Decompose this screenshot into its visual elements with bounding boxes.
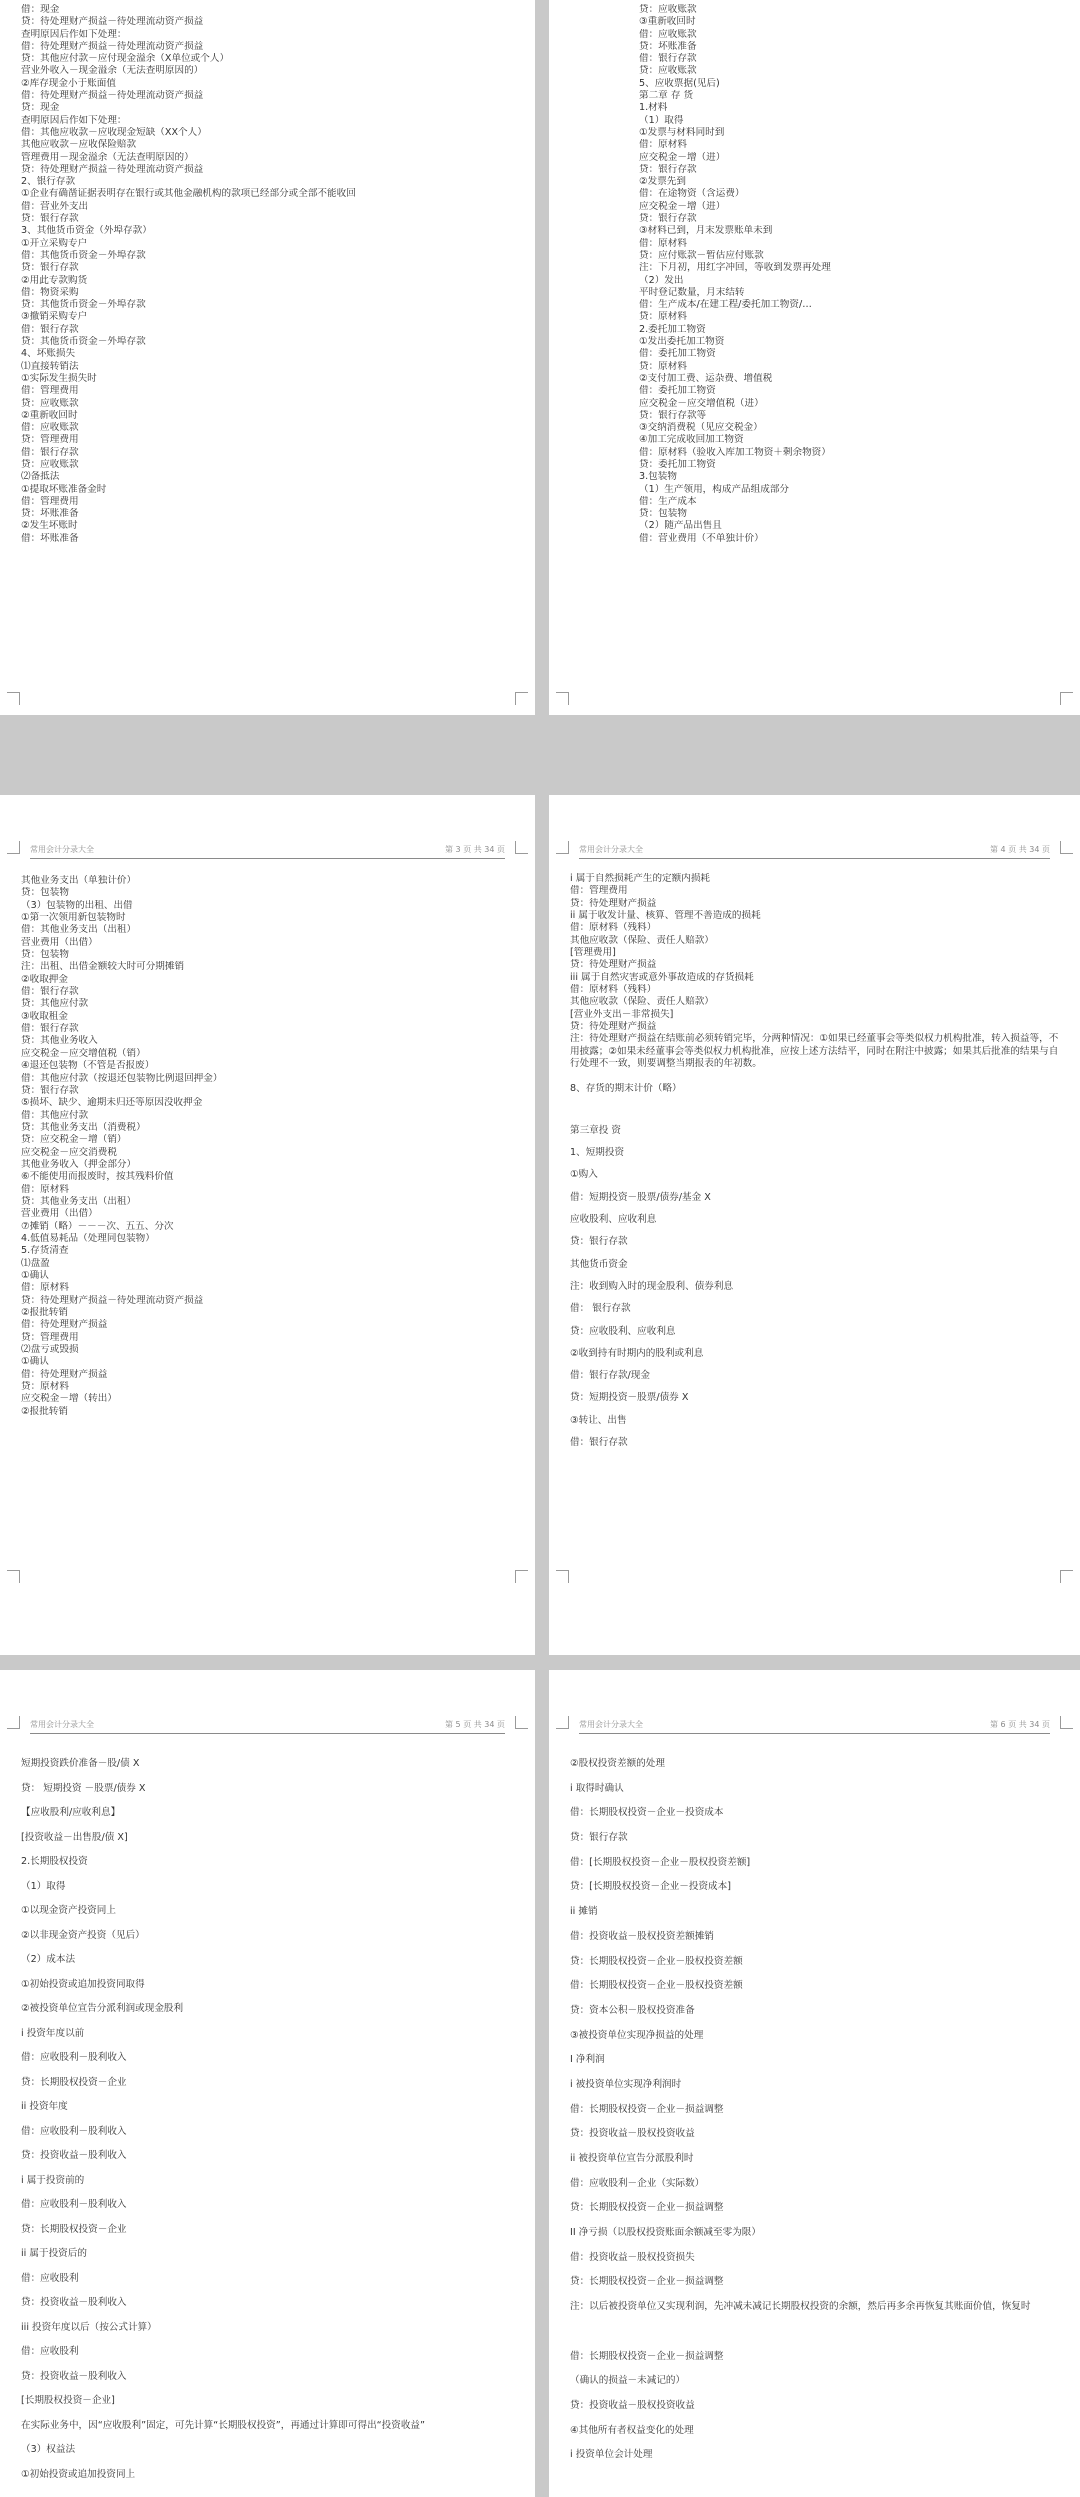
text-line: （1）生产领用，构成产品组成部分: [639, 483, 790, 495]
text-line: ③被投资单位实现净损益的处理: [570, 2029, 704, 2041]
text-line: ①第一次领用新包装物时: [21, 912, 126, 924]
text-line: 贷：待处理财产损益: [570, 897, 657, 909]
document-page-5: [0, 1670, 535, 2497]
text-line: 借： 银行存款: [570, 1303, 631, 1315]
crop-mark: [556, 841, 569, 854]
header-title: 常用会计分录大全: [579, 1720, 643, 1729]
text-line: 应交税金－应交增值税（销）: [21, 1047, 146, 1059]
text-line: ①购入: [570, 1169, 598, 1181]
page-3-body: [21, 875, 515, 1418]
text-line: ①确认: [21, 1356, 49, 1368]
text-line: 营业费用（出借）: [21, 1208, 98, 1220]
text-line: 2、银行存款: [21, 176, 76, 188]
text-line: 2.委托加工物资: [639, 323, 706, 335]
document-page-4: [549, 795, 1080, 1655]
text-line: ①发票与材料同时到: [639, 126, 725, 138]
text-line: 贷：待处理财产损益－待处理流动资产损益: [21, 163, 204, 175]
text-line: 5.存货清查: [21, 1245, 69, 1257]
crop-mark: [556, 1570, 569, 1583]
text-line: 注：出租、出借金额较大时可分期摊销: [21, 961, 185, 973]
text-line: ②股权投资差额的处理: [570, 1758, 665, 1769]
text-line: 贷：长期股权投资－企业－损益调整: [570, 2276, 724, 2288]
page-header: [30, 1719, 505, 1734]
text-line: 贷：长期股权投资－企业－股权投资差额: [570, 1955, 743, 1967]
text-line: ②用此专款购货: [21, 274, 88, 286]
text-line: [管理费用]: [570, 947, 616, 959]
crop-mark: [515, 841, 528, 854]
crop-mark: [1060, 692, 1073, 705]
text-line: 借：[长期股权投资－企业－股权投资差额]: [570, 1856, 751, 1868]
text-line: 贷：投资收益－股权投资收益: [570, 2399, 695, 2411]
text-line: 贷：银行存款: [639, 213, 697, 225]
text-line: 借：投资收益－股权投资差额摊销: [570, 1930, 714, 1942]
text-line: 贷：其他业务支出（消费税）: [21, 1121, 146, 1133]
text-line: 借：生产成本/在建工程/委托加工物资/…: [639, 299, 812, 311]
page-number: 第 4 页 共 34 页: [990, 845, 1050, 854]
text-line: 第三章投 资: [570, 1124, 622, 1136]
text-line: 其他货币资金: [570, 1258, 628, 1270]
text-line: ①初始投资或追加投资同上: [21, 2468, 136, 2480]
text-line: 借：原材料（残料）: [570, 922, 657, 934]
text-line: 借：委托加工物资: [639, 385, 716, 397]
text-line: 贷：银行存款: [570, 1832, 628, 1844]
text-line: 贷：其他货币资金－外埠存款: [21, 336, 146, 348]
text-line: 借：应收股利: [21, 2346, 79, 2357]
text-line: 贷：包装物: [21, 887, 69, 899]
text-line: ①开立采购专户: [21, 237, 88, 249]
text-line: （1）取得: [21, 1880, 66, 1892]
text-line: 贷：其他业务收入: [21, 1035, 98, 1047]
page-number: 第 3 页 共 34 页: [445, 845, 505, 854]
text-line: 借：待处理财产损益－待处理流动资产损益: [21, 90, 204, 102]
document-page-2: [549, 0, 1080, 715]
text-line: 借：银行存款/现金: [570, 1370, 650, 1382]
text-line: ④加工完成收回加工物资: [639, 434, 744, 446]
text-line: ②发生坏账时: [21, 520, 78, 532]
text-line: 其他业务收入（押金部分）: [21, 1158, 137, 1170]
text-line: i 投资年度以前: [21, 2027, 85, 2039]
text-line: ii 属于投资后的: [21, 2248, 87, 2259]
text-line: ⑴盘盈: [21, 1257, 50, 1269]
text-line: 贷：其他货币资金－外埠存款: [21, 299, 146, 311]
text-line: 借：银行存款: [639, 53, 697, 65]
text-line: ③收取租金: [21, 1010, 68, 1022]
text-line: ③重新收回时: [639, 16, 696, 28]
text-line: ②收取押金: [21, 973, 68, 985]
text-line: 贷：待处理财产损益: [570, 959, 657, 971]
text-line: 借：应收账款: [639, 28, 697, 40]
text-line: 8、存货的期末计价（略）: [570, 1082, 682, 1094]
crop-mark: [7, 841, 20, 854]
text-line: 应交税金－增（进）: [639, 200, 726, 212]
text-line: 其他业务支出（单独计价）: [21, 875, 137, 886]
text-line: 借：应收股利－企业（实际数）: [570, 2177, 705, 2189]
text-line: 2.长期股权投资: [21, 1856, 88, 1867]
text-line: ③撤销采购专户: [21, 311, 88, 323]
text-line: ②收到持有时期内的股利或利息: [570, 1347, 704, 1359]
text-line: 贷：待处理财产损益: [570, 1021, 657, 1033]
text-line: 借：待处理财产损益: [21, 1319, 108, 1331]
text-line: 借：其他货币资金－外埠存款: [21, 249, 146, 261]
text-line: （3）包装物的出租、出借: [21, 899, 133, 911]
text-line: 借：原材料: [639, 237, 687, 249]
text-line: ③材料已到，月末发票账单未到: [639, 225, 773, 237]
text-line: ⑥不能使用而报废时，按其残料价值: [21, 1171, 174, 1183]
text-line: 贷：管理费用: [21, 434, 79, 446]
text-line: 贷：投资收益－股利收入: [21, 2150, 127, 2161]
text-line: ii 投资年度: [21, 2101, 68, 2112]
text-line: ①实际发生损失时: [21, 372, 97, 384]
text-line: ⑤损坏、缺少、逾期未归还等原因没收押金: [21, 1097, 203, 1109]
text-line: ②被投资单位宣告分派利润或现金股利: [21, 2003, 184, 2014]
text-line: 贷：待处理财产损益－待处理流动资产损益: [21, 1294, 204, 1306]
text-line: 平时登记数量，月末结转: [639, 286, 745, 298]
text-line: ①发出委托加工物资: [639, 336, 725, 348]
text-line: i 投资单位会计处理: [570, 2449, 653, 2461]
text-line: 贷：应收账款: [639, 4, 697, 15]
text-line: 借：营业费用（不单独计价）: [639, 532, 764, 544]
text-line: 其他应收款（保险、责任人赔款）: [570, 996, 714, 1008]
text-line: 1.材料: [639, 102, 668, 114]
page-6-body: [570, 1752, 1060, 2468]
text-line: iii 投资年度以后（按公式计算）: [21, 2321, 157, 2333]
text-line: ①提取坏账准备金时: [21, 483, 107, 495]
text-line: ②支付加工费、运杂费、增值税: [639, 372, 773, 384]
document-page-1: [0, 0, 535, 715]
text-line: 应交税金－增（转出）: [21, 1393, 117, 1405]
text-line: ③转让、出售: [570, 1414, 627, 1426]
text-line: 贷：应收账款: [639, 65, 697, 77]
crop-mark: [1060, 1716, 1073, 1729]
text-line: 借：管理费用: [21, 385, 79, 397]
text-line: 贷：长期股权投资－企业－损益调整: [570, 2202, 724, 2214]
text-line: 贷：委托加工物资: [639, 458, 716, 470]
text-line: 贷：银行存款: [639, 163, 697, 175]
text-line: 借：管理费用: [570, 885, 628, 897]
text-line: 借：银行存款: [21, 446, 79, 458]
text-line: 短期投资跌价准备－股/债 X: [21, 1758, 140, 1769]
crop-mark: [7, 1570, 20, 1583]
text-line: 借：银行存款: [21, 323, 79, 335]
text-line: 贷：短期投资－股票/债券 X: [570, 1392, 689, 1404]
text-line: 查明原因后作如下处理：: [21, 28, 127, 40]
text-line: 借：长期股权投资－企业－损益调整: [570, 2350, 724, 2362]
page-2-body: [639, 4, 1060, 545]
text-line: 贷：现金: [21, 102, 60, 114]
page-header: [30, 844, 505, 859]
text-line: 4.低值易耗品（处理同包装物）: [21, 1232, 155, 1244]
text-line: （2）成本法: [21, 1954, 76, 1965]
text-line: 借：在途物资（含运费）: [639, 188, 745, 200]
crop-mark: [556, 1716, 569, 1729]
document-page-6: [549, 1670, 1080, 2497]
text-line: [570, 1108, 1060, 1120]
text-line: 营业费用（出借）: [21, 936, 98, 948]
text-line: ③交纳消费税（见应交税金）: [639, 422, 763, 434]
text-line: 借：坏账准备: [21, 532, 79, 544]
text-line: 应收股利、应收利息: [570, 1214, 657, 1226]
text-line: i 属于自然损耗产生的定额内损耗: [570, 873, 711, 884]
header-title: 常用会计分录大全: [579, 845, 643, 854]
page-1-body: [21, 4, 515, 545]
text-line: （确认的损益－未减记的）: [570, 2375, 686, 2387]
text-line: 贷：其他应付款: [21, 998, 89, 1010]
text-line: 贷：其他应付款－应付现金溢余（X单位或个人）: [21, 53, 230, 65]
text-line: 借：原材料（验收入库加工物资＋剩余物资）: [639, 446, 831, 458]
text-line: 借：长期股权投资－企业－投资成本: [570, 1807, 724, 1819]
text-line: 借：其他业务支出（出租）: [21, 924, 137, 936]
text-line: 借：委托加工物资: [639, 348, 716, 360]
text-line: ②报批转销: [21, 1307, 68, 1319]
text-line: [投资收益－出售股/债 X]: [21, 1831, 128, 1843]
text-line: 贷：资本公积－股权投资准备: [570, 2004, 695, 2016]
text-line: 注：以后被投资单位又实现利润，先冲减未减记长期股权投资的余额，然后再多余再恢复其账面价值，恢复时: [570, 2301, 1031, 2313]
text-line: 借：原材料: [21, 1282, 69, 1294]
header-title: 常用会计分录大全: [30, 1720, 94, 1729]
text-line: （2）随产品出售且: [639, 520, 722, 532]
text-line: 贷：银行存款: [570, 1236, 628, 1248]
text-line: 借：原材料: [639, 139, 687, 151]
text-line: 借：其他应收款－应收现金短缺（XX个人）: [21, 126, 207, 138]
text-line: 贷：坏账准备: [639, 40, 697, 52]
crop-mark: [7, 1716, 20, 1729]
text-line: 借：应收股利－股利收入: [21, 2125, 127, 2137]
text-line: 3、其他货币资金（外埠存款）: [21, 225, 152, 237]
text-line: 借：其他应付款（按退还包装物比例退回押金）: [21, 1072, 223, 1084]
text-line: 借：营业外支出: [21, 200, 89, 212]
page-4-body: [570, 873, 1060, 1454]
text-line: 贷：应收股利、应收利息: [570, 1325, 676, 1337]
text-line: （2）发出: [639, 274, 684, 286]
text-line: 【应收股利/应收利息】: [21, 1807, 121, 1818]
text-line: [营业外支出－非常损失]: [570, 1008, 674, 1020]
text-line: ①以现金资产投资同上: [21, 1905, 116, 1916]
crop-mark: [515, 1570, 528, 1583]
text-line: 注：待处理财产损益在结账前必须转销完毕，分两种情况：①如果已经董事会等类似权力机构批准，转入损益等，不用披露；②如果未经董事会等类似权力机构批准，应按上述方法结平，同时在附注中披露；如果其后批准的结果与自行处理不一致，则要调整当期报表的年初数。: [570, 1033, 1059, 1070]
text-line: 贷：长期股权投资－企业: [21, 2223, 127, 2235]
text-line: ①确认: [21, 1270, 49, 1281]
text-line: ①企业有确凿证据表明存在银行或其他金融机构的款项已经部分或全部不能收回: [21, 188, 356, 200]
text-line: 贷：其他业务支出（出租）: [21, 1195, 137, 1207]
crop-mark: [515, 692, 528, 705]
text-line: 3.包装物: [639, 471, 677, 483]
text-line: ii 属于收发计量、核算、管理不善造成的损耗: [570, 910, 761, 922]
text-line: 借：应收股利－股利收入: [21, 2052, 127, 2063]
text-line: 贷：银行存款等: [639, 409, 707, 421]
text-line: ②以非现金资产投资（见后）: [21, 1929, 145, 1941]
text-line: 在实际业务中，因“应收股利”固定，可先计算“长期股权投资”，再通过计算即可得出“投资收益”: [21, 2419, 425, 2431]
crop-mark: [515, 1716, 528, 1729]
text-line: （1）取得: [639, 114, 684, 126]
text-line: 注：下月初，用红字冲回，等收到发票再处理: [639, 262, 831, 274]
text-line: 借：其他应付款: [21, 1109, 89, 1121]
text-line: 贷：投资收益－股权投资收益: [570, 2128, 695, 2140]
text-line: ⑦摊销（略）－－－次、五五、分次: [21, 1220, 174, 1232]
text-line: ②发票先到: [639, 176, 686, 188]
text-line: 贷：应交税金－增（销）: [21, 1134, 127, 1146]
text-line: ④退还包装物（不管是否报废）: [21, 1060, 155, 1072]
text-line: [570, 1095, 1060, 1107]
text-line: 贷：原材料: [21, 1381, 69, 1393]
text-line: 贷：原材料: [639, 311, 687, 323]
text-line: （3）权益法: [21, 2444, 76, 2455]
text-line: ②库存现金小于账面值: [21, 77, 116, 89]
page-5-body: [21, 1752, 515, 2487]
text-line: II 净亏损（以股权投资账面余额减至零为限）: [570, 2227, 761, 2239]
text-line: 4、坏账损失: [21, 348, 76, 360]
text-line: 借：投资收益－股权投资损失: [570, 2251, 695, 2263]
text-line: ⑵盘亏或毁损: [21, 1344, 79, 1356]
text-line: ①初始投资或追加投资同取得: [21, 1978, 145, 1990]
text-line: 贷：原材料: [639, 360, 687, 372]
document-page-3: [0, 795, 535, 1655]
text-line: 应交税金－应交消费税: [21, 1146, 117, 1158]
text-line: I 净利润: [570, 2054, 605, 2066]
text-line: 借：银行存款: [21, 1023, 79, 1035]
text-line: 借：待处理财产损益: [21, 1368, 108, 1380]
text-line: 借：管理费用: [21, 495, 79, 507]
text-line: 贷：坏账准备: [21, 508, 79, 520]
text-line: 借：原材料: [21, 1183, 69, 1195]
text-line: 借：银行存款: [570, 1437, 628, 1449]
text-line: 贷：包装物: [21, 949, 69, 961]
header-title: 常用会计分录大全: [30, 845, 94, 854]
page-header: [579, 844, 1050, 859]
text-line: 借：银行存款: [21, 986, 79, 998]
text-line: 借：待处理财产损益－待处理流动资产损益: [21, 40, 204, 52]
text-line: 贷：管理费用: [21, 1331, 79, 1343]
text-line: 贷：银行存款: [21, 1084, 79, 1096]
text-line: 借：短期投资－股票/债券/基金 X: [570, 1191, 711, 1203]
text-line: ii 摊销: [570, 1906, 598, 1918]
text-line: 贷：包装物: [639, 508, 687, 520]
crop-mark: [1060, 841, 1073, 854]
text-line: ②重新收回时: [21, 409, 78, 421]
text-line: 借：现金: [21, 4, 60, 15]
text-line: ④其他所有者权益变化的处理: [570, 2424, 694, 2436]
crop-mark: [1060, 1570, 1073, 1583]
page-header: [579, 1719, 1050, 1734]
text-line: ②报批转销: [21, 1405, 68, 1417]
text-line: 贷：[长期股权投资－企业－投资成本]: [570, 1881, 731, 1893]
text-line: 贷：投资收益－股利收入: [21, 2297, 127, 2308]
text-line: 管理费用－现金溢余（无法查明原因的）: [21, 151, 194, 163]
text-line: 借：应收账款: [21, 422, 79, 434]
text-line: 其他应收款－应收保险赔款: [21, 139, 137, 151]
text-line: 5、应收票据(见后): [639, 77, 720, 89]
text-line: 借：原材料（残料）: [570, 984, 657, 996]
text-line: 1、短期投资: [570, 1147, 625, 1159]
crop-mark: [556, 692, 569, 705]
text-line: i 属于投资前的: [21, 2174, 85, 2186]
text-line: 借：长期股权投资－企业－损益调整: [570, 2103, 724, 2115]
page-number: 第 6 页 共 34 页: [990, 1720, 1050, 1729]
text-line: ⑵备抵法: [21, 471, 60, 483]
text-line: i 取得时确认: [570, 1782, 624, 1794]
text-line: 应交税金－增（进）: [639, 151, 726, 163]
text-line: 应交税金－应交增值税（进）: [639, 397, 764, 409]
text-line: 贷： 短期投资 －股票/债券 X: [21, 1782, 146, 1794]
text-line: 贷：应付账款－暂估应付账款: [639, 249, 764, 261]
text-line: 借：物资采购: [21, 286, 79, 298]
text-line: iii 属于自然灾害或意外事故造成的存货损耗: [570, 971, 754, 983]
text-line: 贷：应收账款: [21, 397, 79, 409]
text-line: ⑴直接转销法: [21, 360, 79, 372]
text-line: 借：生产成本: [639, 495, 697, 507]
text-line: 贷：银行存款: [21, 213, 79, 225]
text-line: 贷：投资收益－股利收入: [21, 2370, 127, 2382]
text-line: 注：收到购入时的现金股利、债券利息: [570, 1280, 734, 1292]
text-line: 贷：长期股权投资－企业: [21, 2076, 127, 2088]
text-line: [长期股权投资－企业]: [21, 2395, 115, 2406]
text-line: 第二章 存 货: [639, 90, 694, 102]
text-line: ii 被投资单位宣告分派股利时: [570, 2153, 694, 2164]
text-line: 查明原因后作如下处理：: [21, 114, 127, 126]
text-line: 借：应收股利－股利收入: [21, 2199, 127, 2210]
text-line: 贷：应收账款: [21, 458, 79, 470]
text-line: 贷：待处理财产损益－待处理流动资产损益: [21, 16, 204, 28]
text-line: 营业外收入－现金溢余（无法查明原因的）: [21, 65, 204, 77]
text-line: 借：应收股利: [21, 2272, 79, 2284]
text-line: 借：长期股权投资－企业－股权投资差额: [570, 1980, 743, 1992]
crop-mark: [7, 692, 20, 705]
text-line: 其他应收款（保险、责任人赔款）: [570, 934, 714, 946]
page-number: 第 5 页 共 34 页: [445, 1720, 505, 1729]
text-line: i 被投资单位实现净利润时: [570, 2078, 682, 2090]
text-line: 贷：银行存款: [21, 262, 79, 274]
